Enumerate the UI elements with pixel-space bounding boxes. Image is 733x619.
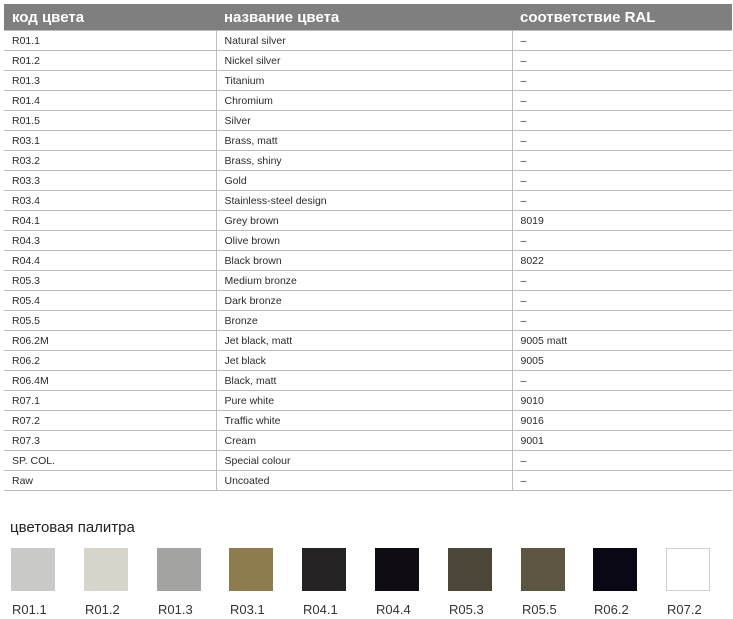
color-code-cell: R03.4 <box>4 191 216 211</box>
color-name-cell: Titanium <box>216 71 512 91</box>
color-swatch <box>448 548 492 591</box>
ral-cell: – <box>512 291 732 311</box>
ral-cell: – <box>512 231 732 251</box>
table-row <box>4 411 732 431</box>
color-swatch <box>302 548 346 591</box>
ral-cell: – <box>512 371 732 391</box>
table-row <box>4 451 732 471</box>
color-name-cell: Bronze <box>216 311 512 331</box>
color-code-cell: R03.1 <box>4 131 216 151</box>
color-name-cell: Special colour <box>216 451 512 471</box>
color-table <box>4 4 732 491</box>
color-code-cell: R05.3 <box>4 271 216 291</box>
ral-cell: – <box>512 471 732 491</box>
color-name-cell: Cream <box>216 431 512 451</box>
color-code-cell: R07.2 <box>4 411 216 431</box>
color-swatch <box>229 548 273 591</box>
color-code-cell: R04.1 <box>4 211 216 231</box>
table-row <box>4 471 732 491</box>
table-row <box>4 371 732 391</box>
color-name-cell: Traffic white <box>216 411 512 431</box>
color-name-cell: Dark bronze <box>216 291 512 311</box>
ral-cell: 8022 <box>512 251 732 271</box>
ral-cell: 9001 <box>512 431 732 451</box>
color-name-cell: Gold <box>216 171 512 191</box>
swatch-label: R01.3 <box>158 602 193 617</box>
color-name-cell: Uncoated <box>216 471 512 491</box>
table-row <box>4 111 732 131</box>
table-row <box>4 211 732 231</box>
color-code-cell: R04.4 <box>4 251 216 271</box>
color-code-cell: Raw <box>4 471 216 491</box>
color-name-cell: Nickel silver <box>216 51 512 71</box>
header-color-name: название цвета <box>216 4 512 31</box>
palette-title: цветовая палитра <box>10 519 135 536</box>
table-row <box>4 51 732 71</box>
color-code-cell: R01.5 <box>4 111 216 131</box>
table-row <box>4 311 732 331</box>
table-row <box>4 431 732 451</box>
color-code-cell: R01.1 <box>4 31 216 51</box>
ral-cell: – <box>512 151 732 171</box>
color-code-cell: R04.3 <box>4 231 216 251</box>
color-name-cell: Silver <box>216 111 512 131</box>
color-name-cell: Olive brown <box>216 231 512 251</box>
swatch-label: R01.1 <box>12 602 47 617</box>
table-row <box>4 91 732 111</box>
color-swatch <box>84 548 128 591</box>
color-name-cell: Brass, shiny <box>216 151 512 171</box>
header-ral: соответствие RAL <box>512 4 732 31</box>
ral-cell: – <box>512 51 732 71</box>
table-header-row <box>4 4 732 31</box>
color-swatch <box>11 548 55 591</box>
swatch-label: R01.2 <box>85 602 120 617</box>
ral-cell: – <box>512 311 732 331</box>
color-swatch <box>375 548 419 591</box>
swatch-label: R05.3 <box>449 602 484 617</box>
color-name-cell: Jet black <box>216 351 512 371</box>
table-row <box>4 231 732 251</box>
table-row <box>4 391 732 411</box>
ral-cell: – <box>512 111 732 131</box>
table-row <box>4 71 732 91</box>
color-code-cell: R01.3 <box>4 71 216 91</box>
color-swatch <box>521 548 565 591</box>
header-color-code: код цвета <box>4 4 216 31</box>
swatch-label: R04.1 <box>303 602 338 617</box>
color-name-cell: Jet black, matt <box>216 331 512 351</box>
color-name-cell: Black brown <box>216 251 512 271</box>
color-name-cell: Pure white <box>216 391 512 411</box>
color-name-cell: Black, matt <box>216 371 512 391</box>
color-name-cell: Stainless-steel design <box>216 191 512 211</box>
table-body <box>4 31 732 491</box>
swatch-label: R06.2 <box>594 602 629 617</box>
table-row <box>4 291 732 311</box>
swatch-label: R05.5 <box>522 602 557 617</box>
color-code-cell: R05.5 <box>4 311 216 331</box>
ral-cell: 9010 <box>512 391 732 411</box>
color-code-cell: R06.2M <box>4 331 216 351</box>
ral-cell: – <box>512 271 732 291</box>
color-code-cell: R03.3 <box>4 171 216 191</box>
ral-cell: – <box>512 191 732 211</box>
color-code-cell: R05.4 <box>4 291 216 311</box>
color-code-cell: R01.4 <box>4 91 216 111</box>
table-row <box>4 171 732 191</box>
ral-cell: 8019 <box>512 211 732 231</box>
color-code-cell: R06.2 <box>4 351 216 371</box>
ral-cell: – <box>512 131 732 151</box>
ral-cell: – <box>512 451 732 471</box>
color-code-cell: R01.2 <box>4 51 216 71</box>
swatch-label: R04.4 <box>376 602 411 617</box>
ral-cell: – <box>512 71 732 91</box>
color-code-cell: R03.2 <box>4 151 216 171</box>
ral-cell: 9005 matt <box>512 331 732 351</box>
swatch-label: R07.2 <box>667 602 702 617</box>
color-name-cell: Medium bronze <box>216 271 512 291</box>
ral-cell: – <box>512 31 732 51</box>
swatch-label: R03.1 <box>230 602 265 617</box>
color-code-cell: R07.3 <box>4 431 216 451</box>
ral-cell: – <box>512 171 732 191</box>
color-name-cell: Natural silver <box>216 31 512 51</box>
color-name-cell: Brass, matt <box>216 131 512 151</box>
color-name-cell: Chromium <box>216 91 512 111</box>
table-row <box>4 251 732 271</box>
table-row <box>4 131 732 151</box>
ral-cell: 9016 <box>512 411 732 431</box>
table-row <box>4 351 732 371</box>
color-swatch <box>666 548 710 591</box>
color-code-cell: R07.1 <box>4 391 216 411</box>
table-row <box>4 191 732 211</box>
color-name-cell: Grey brown <box>216 211 512 231</box>
table-row <box>4 151 732 171</box>
color-swatch <box>157 548 201 591</box>
table-row <box>4 31 732 51</box>
table-row <box>4 271 732 291</box>
table-row <box>4 331 732 351</box>
color-code-cell: R06.4M <box>4 371 216 391</box>
ral-cell: 9005 <box>512 351 732 371</box>
ral-cell: – <box>512 91 732 111</box>
color-code-cell: SP. COL. <box>4 451 216 471</box>
color-swatch <box>593 548 637 591</box>
